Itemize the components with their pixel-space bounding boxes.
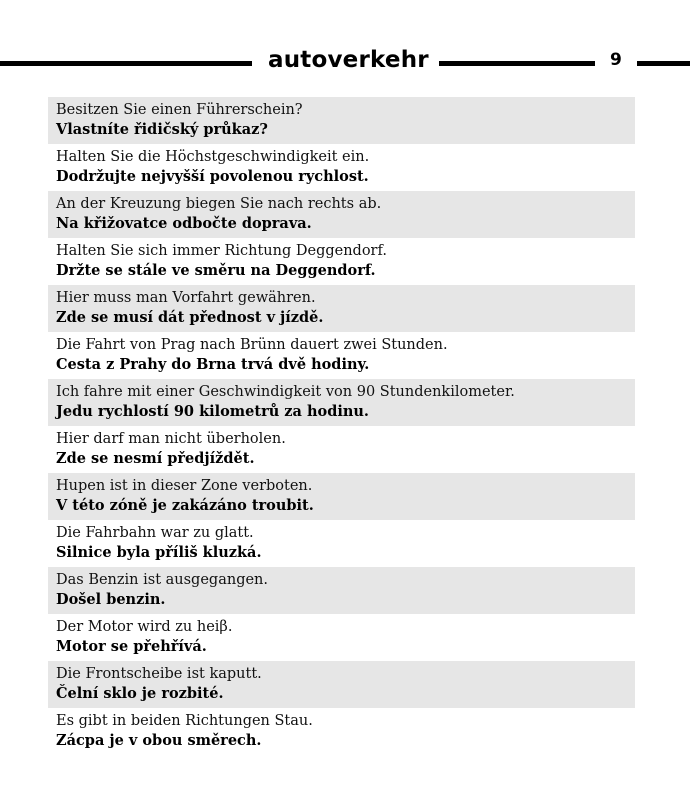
german-phrase: Hier darf man nicht überholen. xyxy=(56,431,286,447)
czech-translation: Držte se stále ve směru na Deggendorf. xyxy=(56,262,376,279)
czech-translation: Cesta z Prahy do Brna trvá dvě hodiny. xyxy=(56,356,370,373)
czech-translation: Zácpa je v obou směrech. xyxy=(56,732,262,749)
czech-translation: Čelní sklo je rozbité. xyxy=(56,685,224,702)
german-phrase: Die Fahrbahn war zu glatt. xyxy=(56,525,254,541)
phrase-row xyxy=(48,708,635,755)
phrase-row xyxy=(48,97,635,144)
czech-translation: Zde se nesmí předjíždět. xyxy=(56,450,255,467)
czech-translation: Došel benzin. xyxy=(56,591,166,608)
page-header xyxy=(0,47,690,80)
phrase-row xyxy=(48,661,635,708)
czech-translation: Na křižovatce odbočte doprava. xyxy=(56,215,312,232)
german-phrase: Hupen ist in dieser Zone verboten. xyxy=(56,478,313,494)
czech-translation: Zde se musí dát přednost v jízdě. xyxy=(56,309,324,326)
phrase-row xyxy=(48,191,635,238)
german-phrase: Hier muss man Vorfahrt gewähren. xyxy=(56,290,316,306)
phrase-row xyxy=(48,238,635,285)
header-rule-left xyxy=(0,61,252,66)
german-phrase: Halten Sie die Höchstgeschwindigkeit ein. xyxy=(56,149,370,165)
german-phrase: Die Fahrt von Prag nach Brünn dauert zwei Stunden. xyxy=(56,337,448,353)
phrase-row xyxy=(48,332,635,379)
phrase-row xyxy=(48,614,635,661)
header-rule-right xyxy=(637,61,690,66)
phrase-row xyxy=(48,520,635,567)
phrase-row xyxy=(48,379,635,426)
czech-translation: Jedu rychlostí 90 kilometrů za hodinu. xyxy=(56,403,369,420)
phrase-list xyxy=(48,97,635,755)
german-phrase: An der Kreuzung biegen Sie nach rechts ab. xyxy=(56,196,382,212)
phrase-row xyxy=(48,567,635,614)
czech-translation: Dodržujte nejvyšší povolenou rychlost. xyxy=(56,168,369,185)
german-phrase: Es gibt in beiden Richtungen Stau. xyxy=(56,713,313,729)
german-phrase: Ich fahre mit einer Geschwindigkeit von 90 Stundenkilometer. xyxy=(56,384,515,400)
header-rule-middle xyxy=(439,61,595,66)
german-phrase: Besitzen Sie einen Führerschein? xyxy=(56,102,303,118)
phrase-row xyxy=(48,426,635,473)
german-phrase: Das Benzin ist ausgegangen. xyxy=(56,572,268,588)
german-phrase: Die Frontscheibe ist kaputt. xyxy=(56,666,262,682)
phrase-row xyxy=(48,285,635,332)
czech-translation: Silnice byla příliš kluzká. xyxy=(56,544,262,561)
czech-translation: Vlastníte řidičský průkaz? xyxy=(56,121,268,138)
german-phrase: Halten Sie sich immer Richtung Deggendorf. xyxy=(56,243,387,259)
phrase-row xyxy=(48,473,635,520)
phrase-row xyxy=(48,144,635,191)
czech-translation: Motor se přehřívá. xyxy=(56,638,207,655)
section-title: autoverkehr xyxy=(268,47,429,73)
czech-translation: V této zóně je zakázáno troubit. xyxy=(56,497,314,514)
german-phrase: Der Motor wird zu heiβ. xyxy=(56,619,233,635)
page-number: 9 xyxy=(610,50,622,70)
